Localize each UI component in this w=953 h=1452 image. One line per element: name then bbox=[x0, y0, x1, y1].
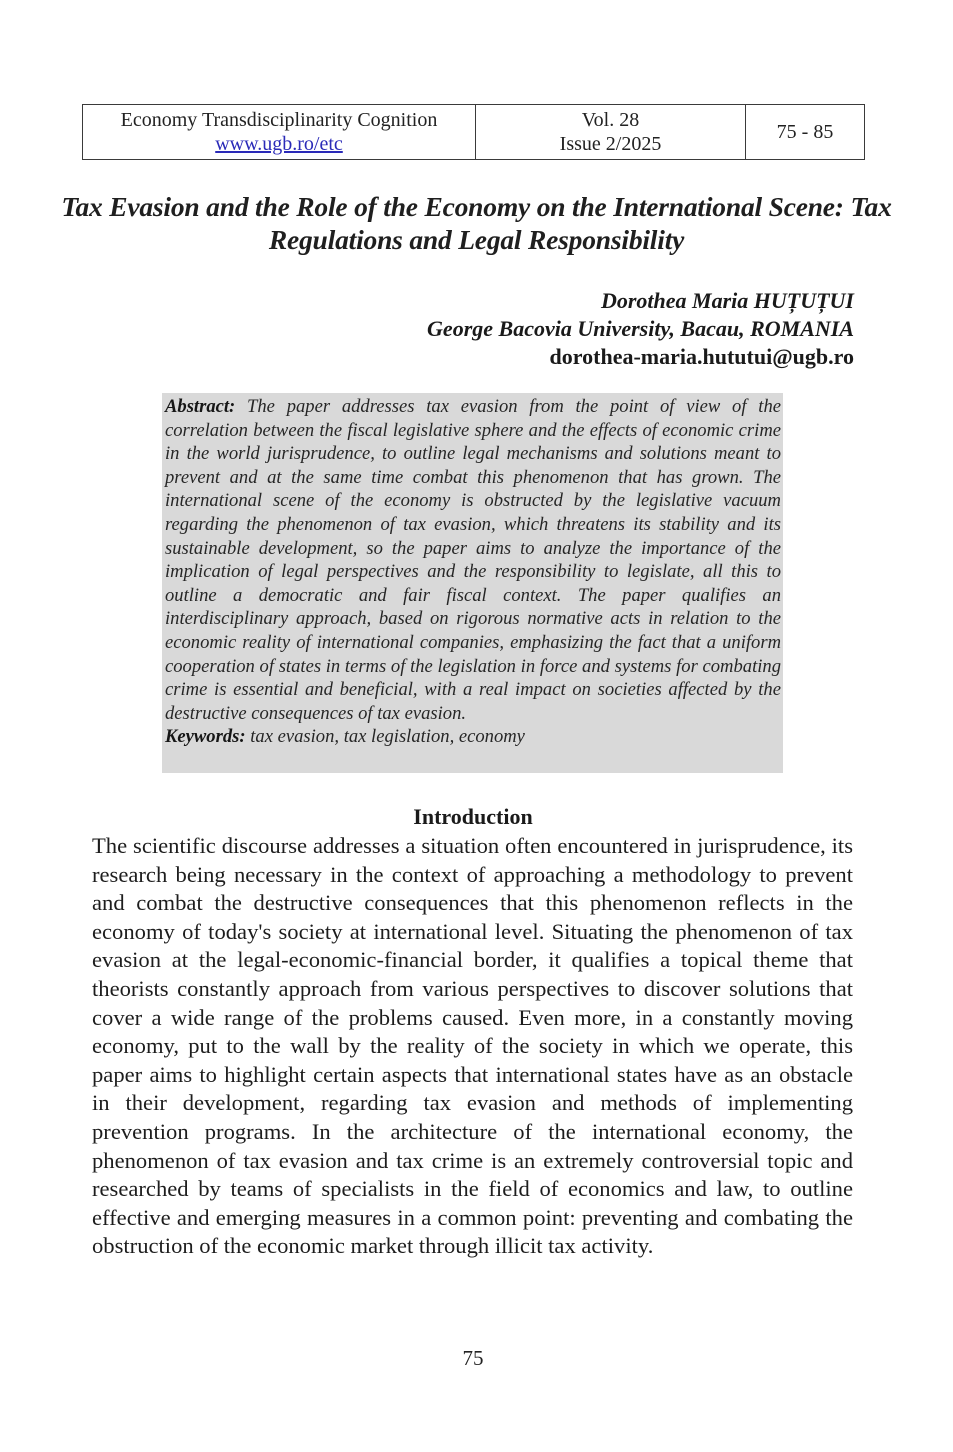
volume-issue-cell bbox=[476, 105, 746, 160]
author-affiliation: George Bacovia University, Bacau, ROMANIA bbox=[427, 316, 854, 341]
keywords-label: Keywords: bbox=[165, 726, 246, 748]
introduction-heading: Introduction bbox=[413, 804, 533, 829]
abstract-text: The paper addresses tax evasion from the point of view of the correlation between the fiscal legislative sphere and the effects of economic crime in the world jurisprudence, to outline legal mechanisms and solutions meant to prevent and at the same time combat this phenomenon that has grown. The international scene of the economy is obstructed by the legislative vacuum regarding the phenomenon of tax evasion, which threatens its stability and its sustainable development, so the paper aims to analyze the importance of the implication of legal perspectives and the responsibility to legislate, all this to outline a democratic and fair fiscal context. The paper qualifies an interdisciplinary approach, based on rigorous normative acts in relation to the economic reality of international companies, emphasizing the fact that a uniform cooperation of states in terms of the legislation in force and systems for combating crime is essential and beneficial, with a real impact on societies affected by the destructive consequences of tax evasion. bbox=[165, 396, 782, 724]
journal-header-table bbox=[82, 104, 865, 160]
author-name: Dorothea Maria HUȚUȚUI bbox=[600, 288, 854, 313]
introduction-paragraph: The scientific discourse addresses a situation often encountered in jurisprudence, its research being necessary in the context of approaching a methodology to prevent and combat the destructive consequences that this phenomenon reflects in the economy of today's society at international level. Situating the phenomenon of tax evasion at the legal-economic-financial border, it qualifies a topical theme that theorists constantly approach from various perspectives to discover solutions that cover a wide range of the problems caused. Even more, in a constantly moving economy, put to the wall by the reality of the society in which we operate, this paper aims to highlight certain aspects that international states have as an obstacle in their development, regarding tax evasion and methods of implementing prevention programs. In the architecture of the international economy, the phenomenon of tax evasion and tax crime is an extremely controversial topic and researched by teams of specialists in the field of economics and law, to outline effective and emerging measures in a common point: preventing and combating the obstruction of the economic market through illicit tax activity. bbox=[92, 833, 853, 1259]
abstract-paragraph bbox=[165, 395, 781, 725]
paper-title: Tax Evasion and the Role of the Economy on the International Scene: Tax Regulations and Legal Responsibility bbox=[61, 191, 892, 255]
page-range-cell bbox=[746, 105, 865, 160]
journal-info-cell bbox=[83, 105, 476, 160]
volume-label: Vol. 28 bbox=[581, 109, 640, 131]
author-block bbox=[427, 287, 854, 371]
keywords-paragraph bbox=[165, 725, 781, 749]
page-range: 75 - 85 bbox=[776, 121, 834, 143]
author-email[interactable]: dorothea-maria.hututui@ugb.ro bbox=[549, 344, 854, 369]
introduction-body bbox=[92, 832, 853, 1261]
abstract-box bbox=[162, 393, 783, 773]
page-number: 75 bbox=[462, 1346, 484, 1370]
journal-url-link[interactable]: www.ugb.ro/etc bbox=[215, 133, 343, 155]
journal-name: Economy Transdisciplinarity Cognition bbox=[120, 109, 438, 131]
abstract-label: Abstract: bbox=[165, 396, 236, 417]
issue-label: Issue 2/2025 bbox=[559, 133, 662, 155]
keywords-text: tax evasion, tax legislation, economy bbox=[250, 726, 525, 748]
